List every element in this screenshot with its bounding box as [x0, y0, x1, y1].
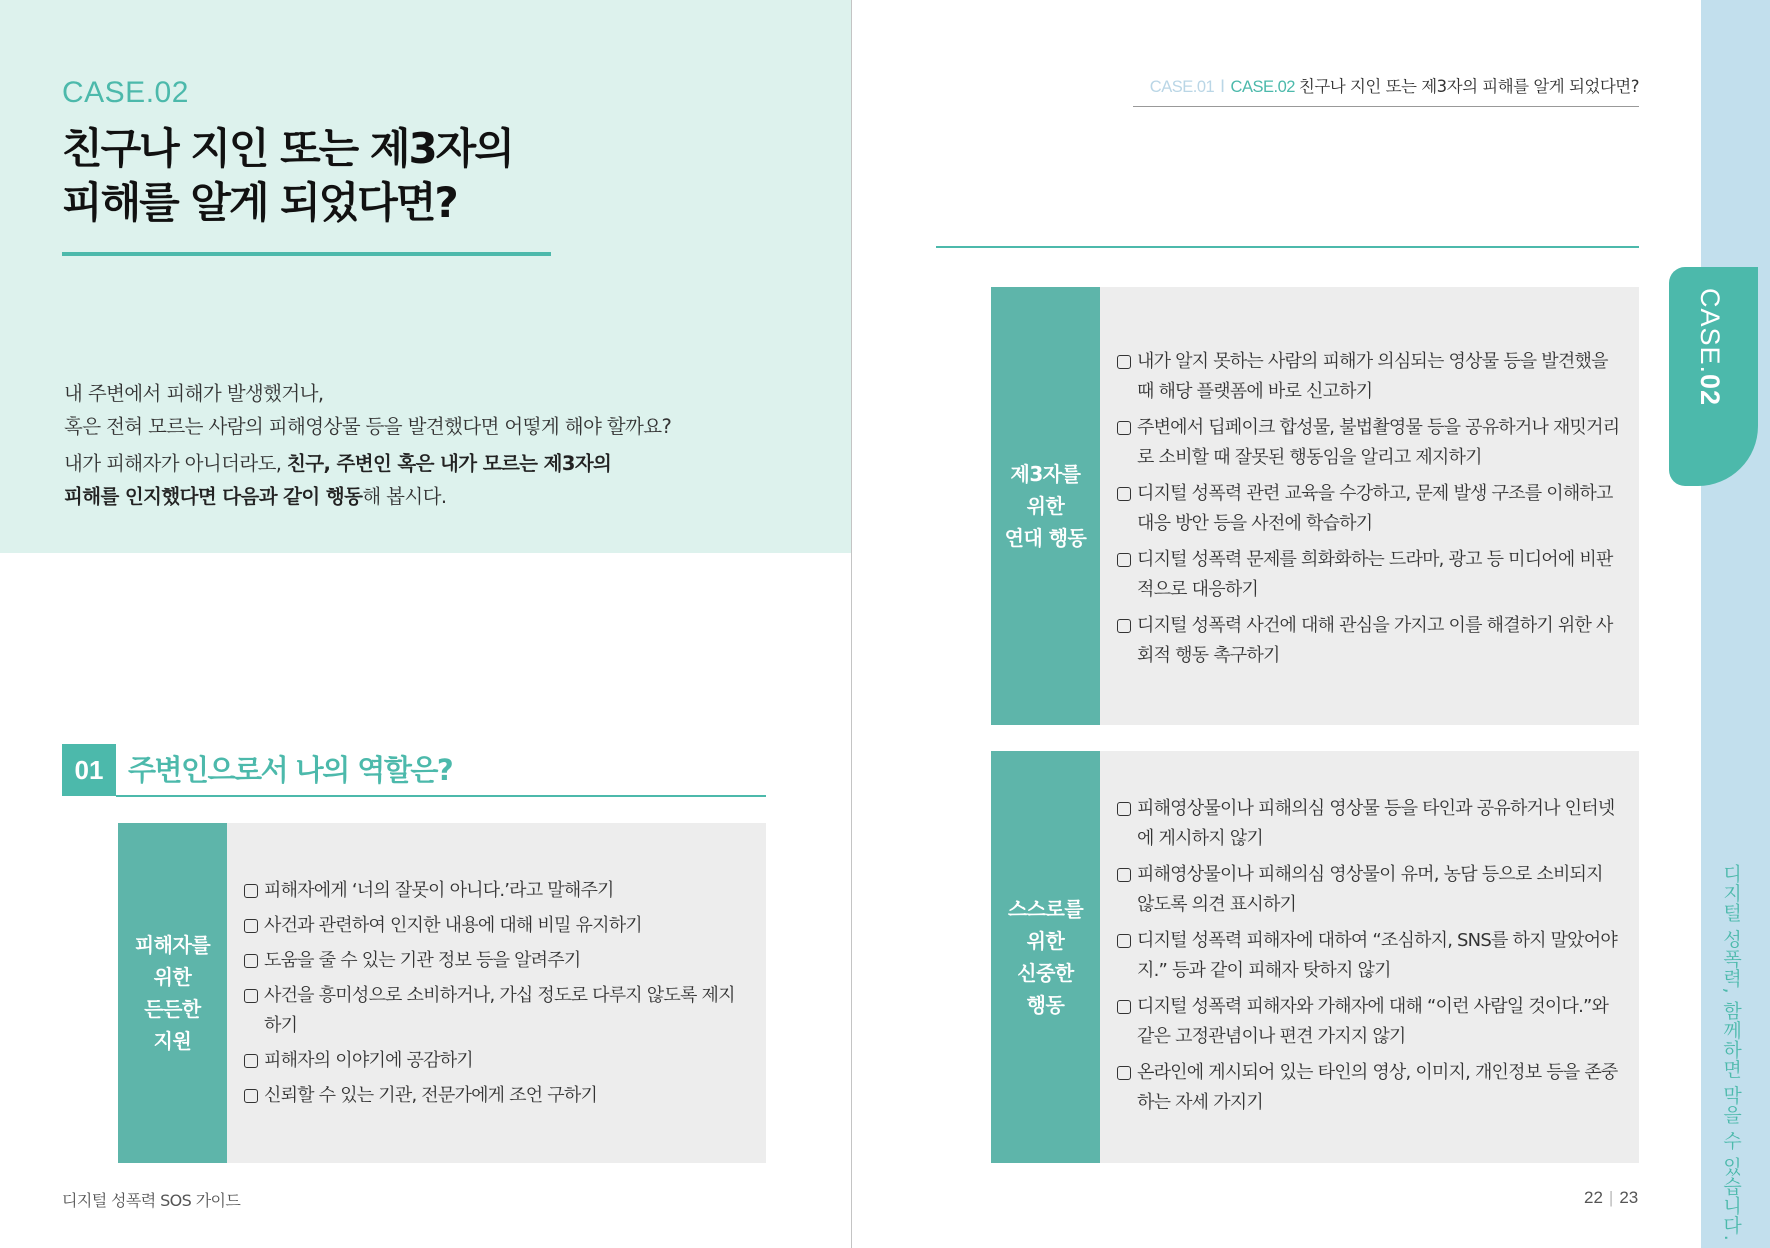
intro-line-1: 내 주변에서 피해가 발생했거나,	[64, 382, 324, 405]
checkbox-icon	[1117, 868, 1131, 882]
card-side-label	[991, 751, 1100, 1163]
side-line: 위한	[153, 965, 192, 989]
list-item: 디지털 성폭력 피해자에 대하여 “조심하지, SNS를 하지 말았어야지.” 등과 같이 피해자 탓하지 않기	[1117, 926, 1623, 986]
checkbox-icon	[244, 989, 258, 1003]
case-label: CASE.02	[62, 76, 189, 109]
checkbox-icon	[1117, 421, 1131, 435]
checkbox-icon	[244, 954, 258, 968]
intro-line-4-plain: 해 봅시다.	[362, 485, 447, 508]
checkbox-icon	[1117, 1066, 1131, 1080]
section-title: 주변인으로서 나의 역할은?	[128, 753, 453, 787]
content-top-rule	[936, 246, 1639, 248]
list-item: 피해자의 이야기에 공감하기	[244, 1046, 748, 1076]
side-line: 신중한	[1017, 961, 1074, 985]
card-body	[227, 823, 766, 1163]
checkbox-icon	[244, 1054, 258, 1068]
list-item: 사건을 흥미성으로 소비하거나, 가십 정도로 다루지 않도록 제지하기	[244, 981, 748, 1041]
side-line: 위한	[1026, 494, 1065, 518]
title-line-1: 친구나 지인 또는 제3자의	[62, 124, 513, 173]
side-line: 위한	[1026, 929, 1065, 953]
title-line-2: 피해를 알게 되었다면?	[62, 178, 457, 227]
card-body	[1100, 751, 1639, 1163]
checkbox-icon	[1117, 553, 1131, 567]
checkbox-icon	[244, 1089, 258, 1103]
header-case-02: CASE.02	[1230, 78, 1295, 96]
header-title: 친구나 지인 또는 제3자의 피해를 알게 되었다면?	[1298, 77, 1639, 96]
checkbox-icon	[244, 884, 258, 898]
checkbox-icon	[1117, 355, 1131, 369]
list-item: 주변에서 딥페이크 합성물, 불법촬영물 등을 공유하거나 재밋거리로 소비할 때 잘못된 행동임을 알리고 제지하기	[1117, 413, 1623, 473]
victim-support-card	[118, 823, 766, 1163]
list-item: 피해영상물이나 피해의심 영상물이 유머, 농담 등으로 소비되지 않도록 의견 표시하기	[1117, 860, 1623, 920]
title-underline	[62, 252, 551, 256]
list-item: 사건과 관련하여 인지한 내용에 대해 비밀 유지하기	[244, 911, 748, 941]
list-item: 디지털 성폭력 피해자와 가해자에 대해 “이런 사람일 것이다.”와 같은 고정관념이나 편견 가지지 않기	[1117, 992, 1623, 1052]
checkbox-icon	[1117, 619, 1131, 633]
page-numbers	[1584, 1188, 1638, 1208]
checkbox-icon	[1117, 934, 1131, 948]
list-item: 디지털 성폭력 사건에 대해 관심을 가지고 이를 해결하기 위한 사회적 행동 촉구하기	[1117, 611, 1623, 671]
intro-line-2: 혹은 전혀 모르는 사람의 피해영상물 등을 발견했다면 어떻게 해야 할까요?	[64, 415, 672, 438]
checkbox-icon	[1117, 802, 1131, 816]
self-careful-action-card	[991, 751, 1639, 1163]
side-line: 행동	[1026, 993, 1065, 1017]
intro-line-3-bold: 친구, 주변인 혹은 내가 모르는 제3자의	[287, 452, 612, 475]
card-side-label	[118, 823, 227, 1163]
side-line: 연대 행동	[1004, 526, 1087, 550]
list-item: 신뢰할 수 있는 기관, 전문가에게 조언 구하기	[244, 1081, 748, 1111]
checkbox-icon	[1117, 1000, 1131, 1014]
list-item: 디지털 성폭력 관련 교육을 수강하고, 문제 발생 구조를 이해하고 대응 방안 등을 사전에 학습하기	[1117, 479, 1623, 539]
case-tab-prefix: CASE.	[1695, 288, 1725, 375]
side-line: 피해자를	[134, 933, 211, 957]
list-item: 피해자에게 ‘너의 잘못이 아니다.’라고 말해주기	[244, 876, 748, 906]
case-tab-number: 02	[1695, 374, 1725, 407]
card-side-label	[991, 287, 1100, 725]
side-line: 스스로를	[1007, 897, 1084, 921]
page-title	[62, 122, 513, 230]
intro-line-3	[64, 447, 671, 480]
side-line: 지원	[153, 1029, 192, 1053]
page-number-left: 22	[1584, 1188, 1603, 1207]
intro-line-3-plain: 내가 피해자가 아니더라도,	[64, 452, 288, 475]
intro-line-4	[64, 480, 671, 513]
section-underline	[116, 795, 766, 797]
checkbox-icon	[244, 919, 258, 933]
card-body	[1100, 287, 1639, 725]
page-number-right: 23	[1619, 1188, 1639, 1207]
running-header	[1150, 73, 1639, 97]
intro-text	[64, 377, 671, 513]
list-item: 내가 알지 못하는 사람의 피해가 의심되는 영상물 등을 발견했을 때 해당 플랫폼에 바로 신고하기	[1117, 347, 1623, 407]
list-item: 온라인에 게시되어 있는 타인의 영상, 이미지, 개인정보 등을 존중하는 자세 가지기	[1117, 1058, 1623, 1118]
third-party-solidarity-card	[991, 287, 1639, 725]
page-spine	[851, 0, 852, 1248]
header-underline	[1133, 106, 1639, 107]
slogan: 디지털 성폭력, 함께하면 막을 수 있습니다.	[1720, 864, 1742, 1242]
page-number-separator: |	[1608, 1188, 1614, 1207]
intro-line-4-bold: 피해를 인지했다면 다음과 같이 행동	[64, 485, 363, 508]
list-item: 디지털 성폭력 문제를 희화화하는 드라마, 광고 등 미디어에 비판적으로 대응하기	[1117, 545, 1623, 605]
list-item: 도움을 줄 수 있는 기관 정보 등을 알려주기	[244, 946, 748, 976]
header-case-01: CASE.01	[1149, 78, 1215, 96]
side-line: 든든한	[144, 997, 201, 1021]
footer-guide-title: 디지털 성폭력 SOS 가이드	[62, 1191, 241, 1210]
case-tab-label	[1694, 288, 1725, 406]
side-line: 제3자를	[1010, 462, 1081, 486]
section-number: 01	[62, 744, 116, 796]
list-item: 피해영상물이나 피해의심 영상물 등을 타인과 공유하거나 인터넷에 게시하지 않기	[1117, 794, 1623, 854]
checkbox-icon	[1117, 487, 1131, 501]
header-separator: I	[1220, 77, 1225, 96]
